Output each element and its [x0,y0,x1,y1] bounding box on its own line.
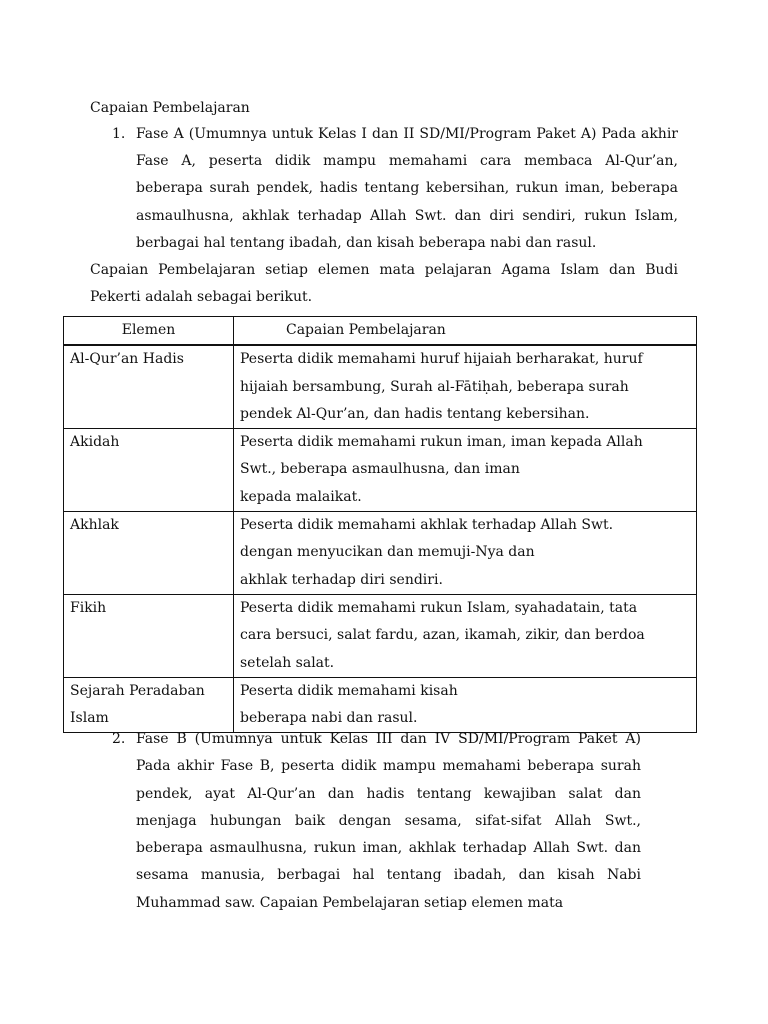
outcome-cell [234,345,697,428]
table-row [64,677,697,733]
outcome-line: Peserta didik memahami akhlak terhadap Allah Swt. [240,517,614,534]
outcome-line: akhlak terhadap diri sendiri. [240,571,443,588]
element-cell: Sejarah Peradaban Islam [64,677,234,733]
table-row [64,512,697,595]
element-cell: Fikih [64,594,234,677]
outcome-line: Peserta didik memahami rukun iman, iman kepada Allah [240,434,643,451]
outcome-cell [234,512,697,595]
outcome-cell [234,594,697,677]
list-number: 2. [112,731,126,747]
intro-paragraph: Capaian Pembelajaran setiap elemen mata pelajaran Agama Islam dan Budi Pekerti adalah sebagai berikut. [90,262,678,305]
list-item-text: Fase B (Umumnya untuk Kelas III dan IV SD/MI/Program Paket A) Pada akhir Fase B, peserta didik mampu memahami beberapa surah pendek, ayat Al-Qur’an dan hadis tentang kewajiban salat dan menjaga hubungan baik dengan sesama, sifat-sifat Allah Swt., beberapa asmaulhusna, rukun iman, akhlak terhadap Allah Swt. dan sesama manusia, berbagai hal tentang ibadah, dan kisah Nabi Muhammad saw. Capaian Pembelajaran setiap elemen mata [136,731,641,911]
learning-outcomes-table [63,316,697,733]
outcome-line: beberapa nabi dan rasul. [240,710,418,727]
column-header-outcome: Capaian Pembelajaran [234,317,697,346]
list-item-text: Fase A (Umumnya untuk Kelas I dan II SD/MI/Program Paket A) Pada akhir Fase A, peserta didik mampu memahami cara membaca Al-Qur’an, beberapa surah pendek, hadis tentang kebersihan, rukun iman, beberapa asmaulhusna, akhlak terhadap Allah Swt. dan diri sendiri, rukun Islam, berbagai hal tentang ibadah, dan kisah beberapa nabi dan rasul. [136,126,678,251]
outcome-line: pendek Al-Qur’an, dan hadis tentang kebersihan. [240,405,590,422]
outcome-line: dengan menyucikan dan memuji-Nya dan [240,544,535,561]
outcome-line: Peserta didik memahami huruf hijaiah berharakat, huruf [240,351,643,368]
column-header-element: Elemen [64,317,234,346]
table-row [64,345,697,428]
table-header-row [64,317,697,346]
outcome-line: setelah salat. [240,654,335,671]
table-row [64,594,697,677]
table-row [64,429,697,512]
element-cell: Akidah [64,429,234,512]
outcome-cell [234,429,697,512]
outcome-line: cara bersuci, salat fardu, azan, ikamah, zikir, dan berdoa [240,627,645,644]
outcome-line: kepada malaikat. [240,488,362,505]
outcome-cell [234,677,697,733]
outcome-line: Peserta didik memahami rukun Islam, syahadatain, tata [240,599,638,616]
section-heading: Capaian Pembelajaran [90,100,250,116]
outcome-line: hijaiah bersambung, Surah al-Fātiḥah, beberapa surah [240,378,629,395]
list-number: 1. [112,126,126,142]
outcome-line: Swt., beberapa asmaulhusna, dan iman [240,461,520,478]
element-cell: Al-Qur’an Hadis [64,345,234,428]
element-cell: Akhlak [64,512,234,595]
outcome-line: Peserta didik memahami kisah [240,682,458,699]
